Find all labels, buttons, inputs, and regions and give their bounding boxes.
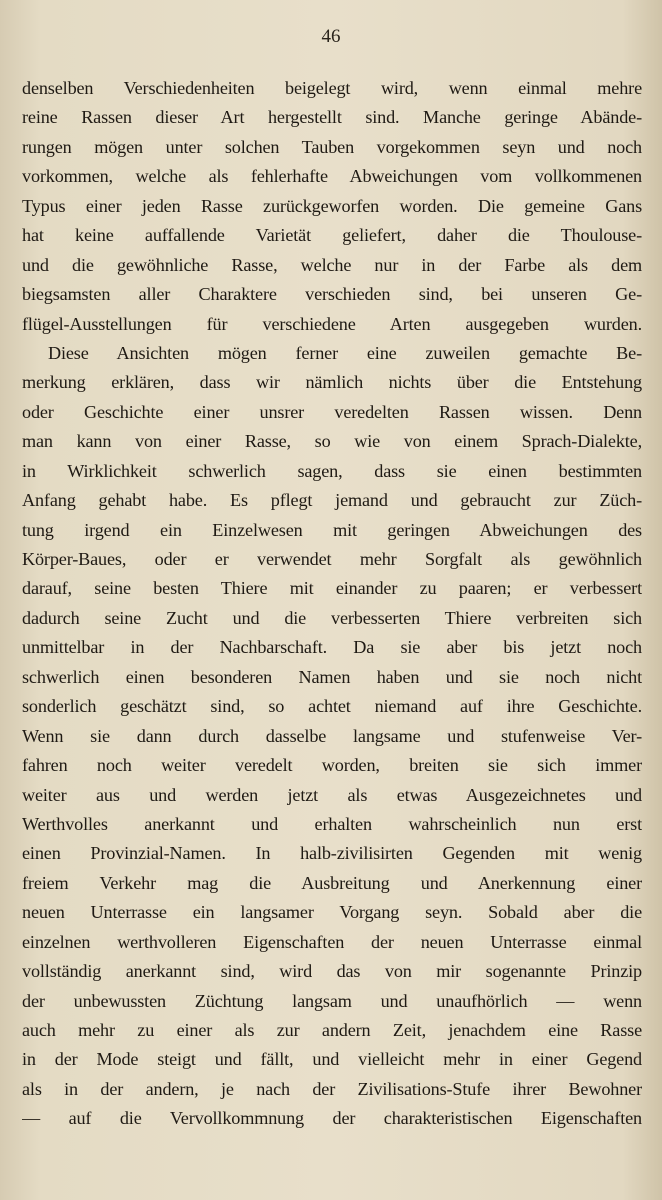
text-line: und die gewöhnliche Rasse, welche nur in der Farbe als dem: [22, 254, 642, 275]
text-line: Wenn sie dann durch dasselbe langsame und stufenweise Ver-: [22, 725, 642, 746]
text-line: denselben Verschiedenheiten beigelegt wird, wenn einmal mehre: [22, 78, 642, 98]
page-number: 46: [321, 26, 341, 47]
text-line: — auf die Vervollkommnung der charakteristischen Eigenschaften: [22, 1108, 642, 1129]
text-line: als in der andern, je nach der Zivilisations-Stufe ihrer Bewohner: [22, 1078, 642, 1099]
text-line: auch mehr zu einer als zur andern Zeit, jenachdem eine Rasse: [22, 1020, 642, 1040]
text-line: tung irgend ein Einzelwesen mit geringen Abweichungen des: [22, 519, 642, 540]
text-line: oder Geschichte einer unsrer veredelten Rassen wissen. Denn: [22, 401, 642, 422]
text-line: unmittelbar in der Nachbarschaft. Da sie aber bis jetzt noch: [22, 637, 642, 658]
text-line: sonderlich geschätzt sind, so achtet niemand auf ihre Geschichte.: [22, 696, 642, 717]
text-line: biegsamsten aller Charaktere verschieden sind, bei unseren Ge-: [22, 284, 642, 305]
text-line: vorkommen, welche als fehlerhafte Abweichungen vom vollkommenen: [22, 166, 642, 187]
text-line: merkung erklären, dass wir nämlich nichts über die Entstehung: [22, 372, 642, 393]
text-line: Anfang gehabt habe. Es pflegt jemand und gebraucht zur Züch-: [22, 490, 642, 511]
text-line: flügel-Ausstellungen für verschiedene Arten ausgegeben wurden.: [22, 313, 642, 334]
text-line: fahren noch weiter veredelt worden, breiten sie sich immer: [22, 755, 642, 776]
text-line: Typus einer jeden Rasse zurückgeworfen worden. Die gemeine Gans: [22, 195, 642, 216]
text-line: darauf, seine besten Thiere mit einander zu paaren; er verbessert: [22, 578, 642, 599]
text-line: in Wirklichkeit schwerlich sagen, dass sie einen bestimmten: [22, 460, 642, 481]
paragraph-start-line: Diese Ansichten mögen ferner eine zuweilen gemachte Be-: [48, 342, 642, 363]
text-line: neuen Unterrasse ein langsamer Vorgang seyn. Sobald aber die: [22, 902, 642, 923]
text-line: einen Provinzial-Namen. In halb-zivilisirten Gegenden mit wenig: [22, 843, 642, 864]
text-line: vollständig anerkannt sind, wird das von mir sogenannte Prinzip: [22, 961, 642, 982]
text-line: rungen mögen unter solchen Tauben vorgekommen seyn und noch: [22, 136, 642, 157]
text-line: der unbewussten Züchtung langsam und unaufhörlich — wenn: [22, 990, 642, 1011]
text-line: hat keine auffallende Varietät geliefert, daher die Thoulouse-: [22, 225, 642, 246]
text-line: dadurch seine Zucht und die verbesserten Thiere verbreiten sich: [22, 607, 642, 628]
text-line: in der Mode steigt und fällt, und vielleicht mehr in einer Gegend: [22, 1049, 642, 1070]
text-line: schwerlich einen besonderen Namen haben und sie noch nicht: [22, 666, 642, 687]
text-line: einzelnen werthvolleren Eigenschaften der neuen Unterrasse einmal: [22, 931, 642, 952]
text-line: reine Rassen dieser Art hergestellt sind. Manche geringe Abände-: [22, 107, 642, 128]
text-line: weiter aus und werden jetzt als etwas Ausgezeichnetes und: [22, 784, 642, 805]
text-line: Werthvolles anerkannt und erhalten wahrscheinlich nun erst: [22, 813, 642, 834]
body-text: [22, 74, 642, 1134]
text-line: Körper-Baues, oder er verwendet mehr Sorgfalt als gewöhnlich: [22, 549, 642, 569]
text-line: man kann von einer Rasse, so wie von einem Sprach-Dialekte,: [22, 431, 642, 452]
text-line: freiem Verkehr mag die Ausbreitung und Anerkennung einer: [22, 872, 642, 893]
